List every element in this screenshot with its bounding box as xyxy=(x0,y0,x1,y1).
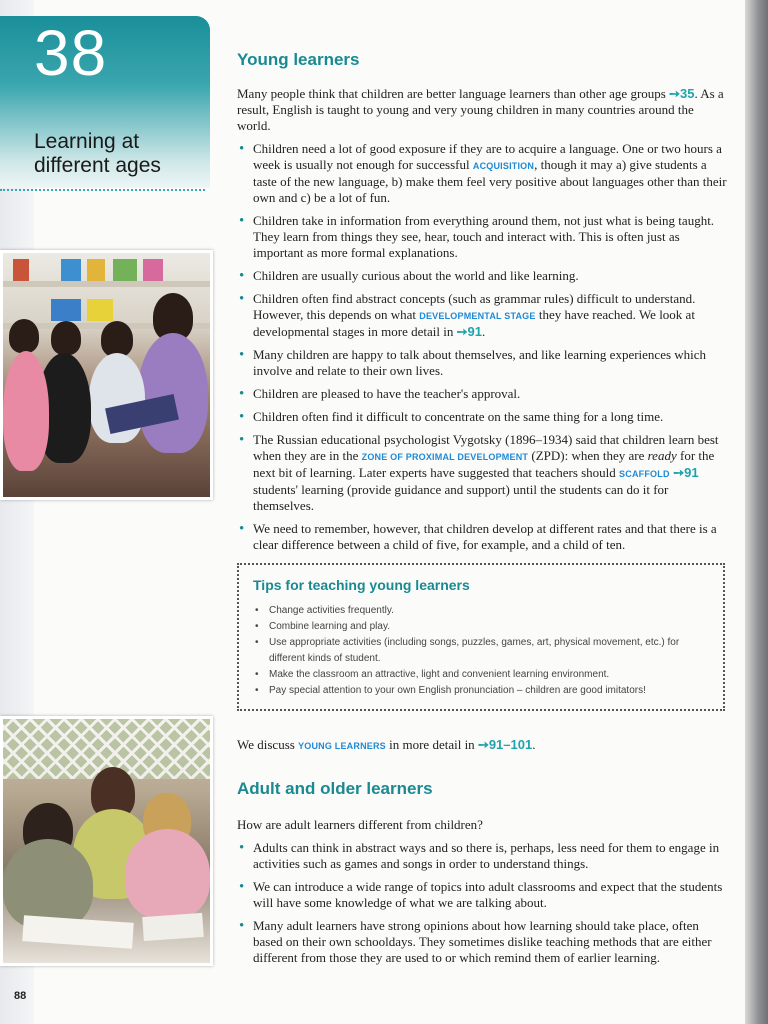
adult-intro: How are adult learners different from children? xyxy=(237,817,483,832)
tip-item: • Use appropriate activities (including songs, puzzles, games, art, physical movement, etc.) for different kinds of student. xyxy=(253,635,713,667)
list-item: • We need to remember, however, that children develop at different rates and that there is a clear difference between a child of five, for example, and a child of ten. xyxy=(237,521,727,553)
list-item: • Children often find abstract concepts (such as grammar rules) difficult to understand. However, this depends on what DEVELOPMENTAL STAGE they have reached. We look at developmental stages in more detail in ➙91. xyxy=(237,291,727,340)
page-edge-shadow xyxy=(745,0,768,1024)
cross-reference: ➙91 xyxy=(456,324,482,339)
list-item: • Children take in information from everything around them, not just what is being taught. They learn from things they see, hear, touch and interact with. This is often just as important as more formal explanations. xyxy=(237,213,727,261)
list-item: • Children are usually curious about the world and like learning. xyxy=(237,268,727,284)
photo-adult-learners-studying xyxy=(0,716,213,966)
tip-item: • Make the classroom an attractive, light and convenient learning environment. xyxy=(253,667,713,683)
key-term: ACQUISITION xyxy=(472,161,535,171)
cross-reference: ➙35 xyxy=(669,86,695,101)
key-term: YOUNG LEARNERS xyxy=(298,741,386,751)
discuss-note: We discuss YOUNG LEARNERS in more detail in ➙91–101. xyxy=(237,737,536,752)
tip-item: • Pay special attention to your own English pronunciation – children are good imitators! xyxy=(253,683,713,699)
tip-item: • Combine learning and play. xyxy=(253,619,713,635)
tip-item: • Change activities frequently. xyxy=(253,603,713,619)
photo-teacher-reading-to-children xyxy=(0,250,213,500)
key-term: DEVELOPMENTAL STAGE xyxy=(419,311,536,321)
key-term: ZONE OF PROXIMAL DEVELOPMENT xyxy=(361,452,529,462)
list-item: • Adults can think in abstract ways and so there is, perhaps, less need for them to engage in activities such as games and songs in order to understand things. xyxy=(237,840,727,872)
list-item: • The Russian educational psychologist Vygotsky (1896–1934) said that children learn best when they are in the ZONE OF PROXIMAL DEVELOPMENT (ZPD): when they are ready for the next bit of learning. Later experts have suggested that teachers should SCAFFOLD ➙91 students' learning (provide guidance and support) until the students can do it for themselves. xyxy=(237,432,727,514)
key-term: SCAFFOLD xyxy=(619,469,670,479)
adult-learners-list xyxy=(237,840,727,973)
unit-number: 38 xyxy=(34,17,108,89)
unit-title: Learning at different ages xyxy=(34,130,161,177)
list-item: • Many adult learners have strong opinions about how learning should take place, often based on their own schooldays. They sometimes dislike teaching methods that are either different from those they are used to or which remind them of earlier learning. xyxy=(237,918,727,966)
list-item: • Children often find it difficult to concentrate on the same thing for a long time. xyxy=(237,409,727,425)
section-heading-adult-learners: Adult and older learners xyxy=(237,779,433,798)
tips-list xyxy=(253,603,713,699)
list-item: • Children need a lot of good exposure if they are to acquire a language. One or two hours a week is usually not enough for successful ACQUISITION, though it may a) give students a taste of the new language, b) make them feel very positive about languages other than their own and c) be a lot of fun. xyxy=(237,141,727,206)
young-intro: Many people think that children are better language learners than other age groups ➙35. As a result, English is taught to young and very young children in many countries around the world. xyxy=(237,86,724,133)
list-item: • We can introduce a wide range of topics into adult classrooms and expect that the students will have some knowledge of what we are talking about. xyxy=(237,879,727,911)
unit-divider xyxy=(0,189,205,191)
section-heading-young-learners: Young learners xyxy=(237,50,360,69)
young-learners-list xyxy=(237,141,727,560)
list-item: • Many children are happy to talk about themselves, and like learning experiences which involve and relate to their own lives. xyxy=(237,347,727,379)
cross-reference: ➙91 xyxy=(669,465,699,480)
page-number: 88 xyxy=(14,990,27,1002)
list-item: • Children are pleased to have the teacher's approval. xyxy=(237,386,727,402)
tips-box xyxy=(237,563,725,711)
cross-reference: ➙91–101 xyxy=(477,737,533,752)
tips-heading: Tips for teaching young learners xyxy=(253,577,470,593)
